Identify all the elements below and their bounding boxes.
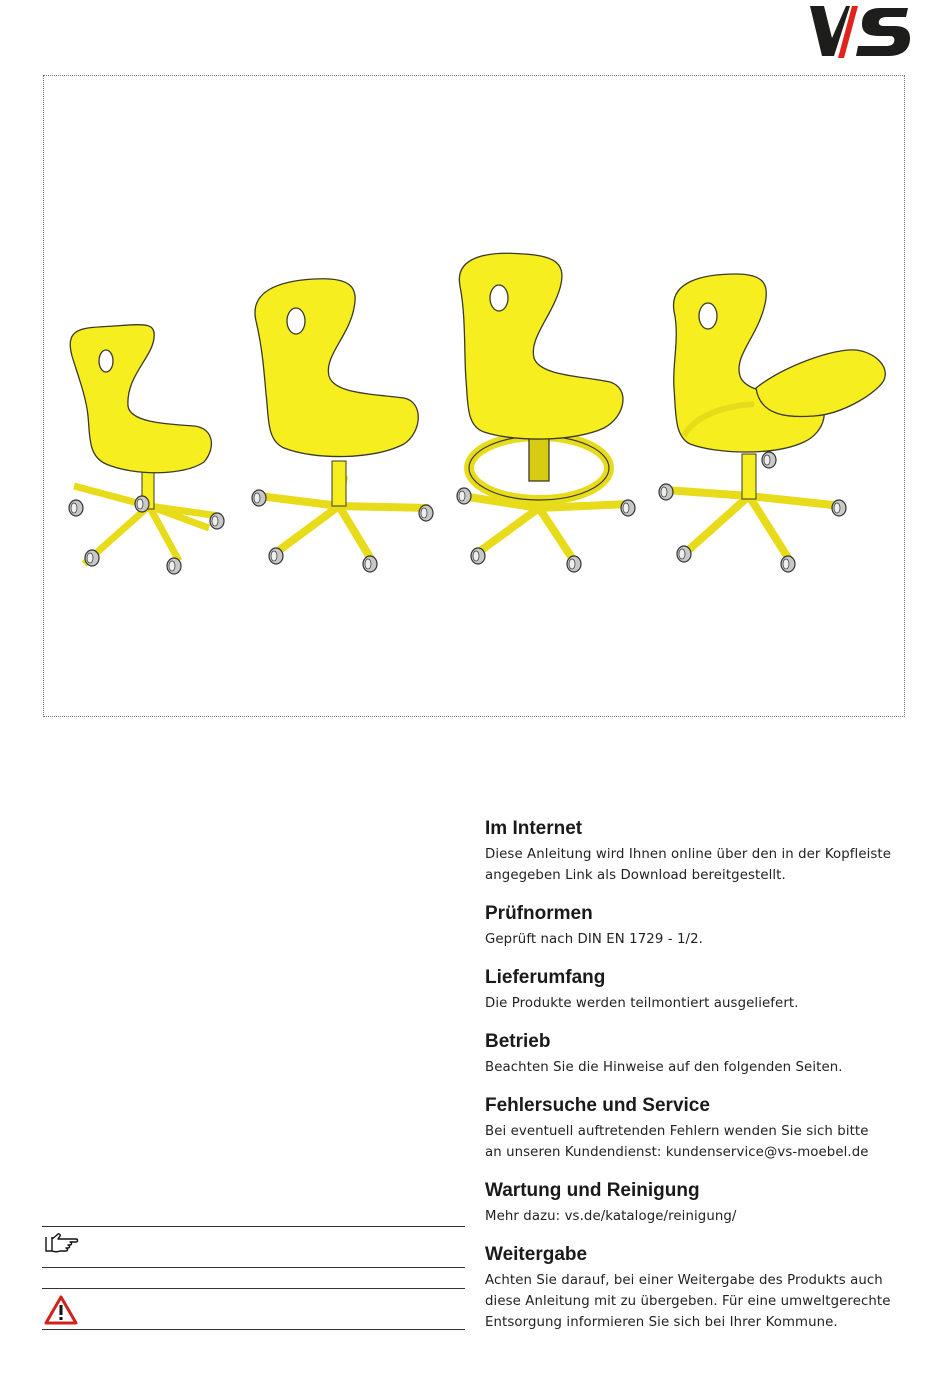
chair-2 bbox=[252, 279, 433, 572]
section-heading: Weitergabe bbox=[485, 1244, 588, 1265]
section-fehlersuche bbox=[485, 1095, 915, 1163]
divider bbox=[42, 1329, 465, 1330]
section-heading: Fehlersuche und Service bbox=[485, 1095, 710, 1116]
chair-4 bbox=[659, 274, 885, 572]
section-text: Geprüft nach DIN EN 1729 - 1/2. bbox=[485, 932, 703, 947]
section-text: Diese Anleitung wird Ihnen online über den in der Kopfleiste angegeben Link als Download bereitgestellt. bbox=[485, 847, 892, 883]
section-heading: Prüfnormen bbox=[485, 903, 593, 924]
logo-s-shape bbox=[856, 8, 910, 56]
chair-1 bbox=[69, 325, 224, 574]
section-text: Bei eventuell auftretenden Fehlern wenden Sie sich bitte an unseren Kundendienst: kundenservice@vs-moebel.de bbox=[485, 1124, 869, 1160]
info-column bbox=[485, 818, 915, 1350]
chairs-illustration bbox=[44, 76, 906, 718]
section-heading: Lieferumfang bbox=[485, 967, 606, 988]
section-text: Die Produkte werden teilmontiert ausgeliefert. bbox=[485, 996, 799, 1011]
pointing-hand-icon bbox=[44, 1233, 80, 1255]
section-betrieb bbox=[485, 1031, 915, 1078]
section-heading: Wartung und Reinigung bbox=[485, 1180, 700, 1201]
vs-logo bbox=[810, 4, 914, 60]
chair-3 bbox=[457, 253, 635, 572]
hint-row bbox=[42, 1227, 465, 1267]
section-pruefnormen bbox=[485, 903, 915, 950]
warning-triangle-icon bbox=[44, 1295, 78, 1325]
section-text: Mehr dazu: vs.de/kataloge/reinigung/ bbox=[485, 1209, 737, 1224]
section-lieferumfang bbox=[485, 967, 915, 1014]
section-heading: Betrieb bbox=[485, 1031, 551, 1052]
notes-area bbox=[42, 1226, 465, 1330]
warning-row bbox=[42, 1289, 465, 1329]
section-weitergabe bbox=[485, 1244, 915, 1333]
section-heading: Im Internet bbox=[485, 818, 583, 839]
section-internet bbox=[485, 818, 915, 886]
section-text: Beachten Sie die Hinweise auf den folgenden Seiten. bbox=[485, 1060, 843, 1075]
product-illustration-box bbox=[43, 75, 905, 717]
section-wartung bbox=[485, 1180, 915, 1227]
section-text: Achten Sie darauf, bei einer Weitergabe des Produkts auch diese Anleitung mit zu übergeben. Für eine umweltgerechte Entsorgung informieren Sie sich bei Ihrer Kommune. bbox=[485, 1273, 891, 1330]
